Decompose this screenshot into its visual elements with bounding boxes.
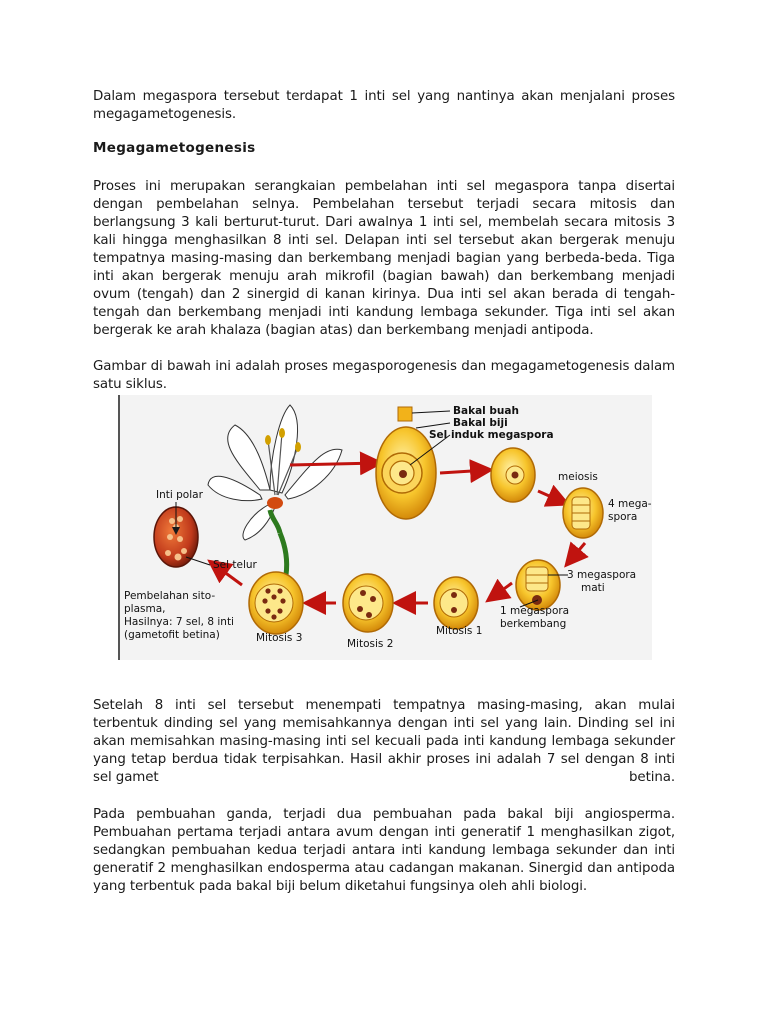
label-bakal-biji: Bakal biji: [453, 417, 508, 429]
megaspore-mother-cell: [491, 448, 535, 502]
label-pembelahan-4: (gametofit betina): [124, 629, 220, 641]
arrow-meiosis: [538, 491, 565, 503]
paragraph-double-fertilization: Pada pembuahan ganda, terjadi dua pembuahan pada bakal biji angiosperma. Pembuahan pertama terjadi antara avum dengan inti generatif 1 menghasilkan zigot, sedangkan pembuahan kedua terjadi antara inti kandung lembaga sekunder dan inti generatif 2 menghasilkan endosperma atau cadangan makanan. Sinergid dan antipoda yang terbentuk pada bakal biji belum diketahui fungsinya oleh ahli biologi.: [93, 807, 675, 894]
ovary-illustration: [376, 407, 436, 519]
label-berkembang: berkembang: [500, 618, 567, 630]
flower-illustration: [208, 405, 342, 575]
label-1-megaspora: 1 megaspora: [500, 605, 570, 617]
mitosis-2-cell: [343, 574, 393, 632]
label-mitosis-2: Mitosis 2: [347, 638, 394, 650]
arrow-ovary-to-megaspore: [440, 470, 488, 473]
label-inti-polar: Inti polar: [156, 489, 203, 501]
paragraph-figure-intro: Gambar di bawah ini adalah proses megasporogenesis dan megagametogenesis dalam satu siklus.: [93, 359, 675, 392]
mitosis-1-cell: [434, 577, 478, 629]
arrow-flower-to-ovary: [290, 463, 378, 465]
section-heading: Megagametogenesis: [93, 140, 256, 156]
label-bakal-buah: Bakal buah: [453, 405, 519, 417]
leader-bakal-buah: [412, 411, 450, 413]
label-mitosis-3: Mitosis 3: [256, 632, 303, 644]
megagametogenesis-figure: [118, 395, 652, 660]
paragraph-result: [93, 697, 675, 787]
label-pembelahan-2: plasma,: [124, 603, 166, 615]
label-pembelahan-3: Hasilnya: 7 sel, 8 inti: [124, 616, 234, 628]
three-dead-megaspores: [516, 560, 560, 610]
arrow-to-mitosis-1: [490, 583, 512, 599]
four-megaspores: [563, 488, 603, 538]
label-3-megaspora: 3 megaspora: [567, 569, 637, 581]
label-sel-telur: Sel telur: [213, 559, 257, 571]
paragraph-result-end: betina.: [629, 770, 675, 785]
leader-bakal-biji: [416, 423, 450, 428]
label-meiosis: meiosis: [558, 471, 598, 483]
label-sel-induk-megaspora: Sel induk megaspora: [429, 429, 554, 441]
mitosis-3-cell: [249, 572, 303, 634]
cycle-diagram: [120, 395, 652, 660]
arrow-to-3-dead: [568, 543, 585, 563]
paragraph-process: Proses ini merupakan serangkaian pembelahan inti sel megaspora tanpa disertai dengan pembelahan selnya. Pembelahan tersebut terjadi secara mitosis dan berlangsung 3 kali berturut-turut. Dari awalnya 1 inti sel, membelah secara mitosis 3 kali hingga menghasilkan 8 inti sel. Delapan inti sel tersebut akan bergerak menuju tempatnya masing-masing dan berkembang menjadi bagian yang berbeda-beda. Tiga inti akan bergerak menuju arah mikrofil (bagian bawah) dan berkembang menjadi ovum (tengah) dan 2 sinergid di kanan kirinya. Dua inti sel akan berada di tengah-tengah dan berkembang menjadi inti kandung lembaga sekunder. Tiga inti sel akan bergerak ke arah khalaza (bagian atas) dan berkembang menjadi antipoda.: [93, 179, 675, 338]
paragraph-result-main: Setelah 8 inti sel tersebut menempati tempatnya masing-masing, akan mulai terbentuk dinding sel yang memisahkannya dengan inti sel yang lain. Dinding sel ini akan memisahkan masing-masing inti sel kecuali pada inti kandung lembaga sekunder yang tetap berdua tidak terpisahkan. Hasil akhir proses ini adalah 7 sel dengan 8 inti sel gamet: [93, 698, 675, 785]
label-spora: spora: [608, 511, 638, 523]
paragraph-intro: Dalam megaspora tersebut terdapat 1 inti sel yang nantinya akan menjalani proses megagametogenesis.: [93, 89, 675, 122]
label-pembelahan-1: Pembelahan sito-: [124, 590, 216, 602]
label-4-mega: 4 mega-: [608, 498, 652, 510]
label-mitosis-1: Mitosis 1: [436, 625, 483, 637]
label-mati: mati: [581, 582, 605, 594]
